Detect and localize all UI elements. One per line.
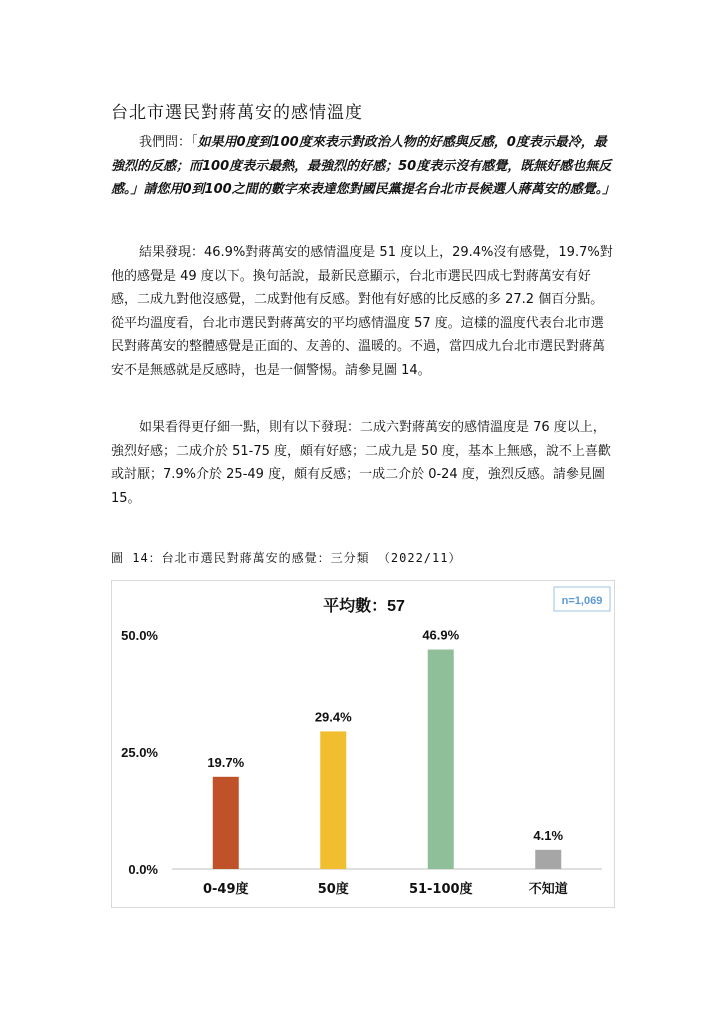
sample-size-note: n=1,069: [561, 595, 603, 607]
bar-value-label: 4.1%: [533, 827, 564, 843]
bar-chart: [112, 581, 616, 909]
y-tick-label: 0.0%: [128, 862, 158, 877]
bar-value-label: 29.4%: [314, 709, 352, 725]
bar-value-label: 46.9%: [422, 627, 460, 643]
x-tick-label: 不知道: [528, 882, 568, 897]
bar: [320, 731, 346, 869]
bar-value-label: 19.7%: [207, 754, 245, 770]
question-paragraph: [111, 131, 616, 202]
bar: [213, 777, 239, 869]
chart-title: 平均數：57: [323, 598, 405, 615]
chart-container: [111, 580, 615, 908]
x-tick-label: 51-100度: [408, 882, 473, 897]
bar: [535, 850, 561, 869]
question-prefix: 我們問：「: [139, 135, 198, 150]
y-tick-label: 25.0%: [121, 745, 158, 760]
detail-paragraph: 如果看得更仔細一點，則有以下發現：二成六對蔣萬安的感情溫度是 76 度以上，強烈好感；二成介於 51-75 度，頗有好感；二成九是 50 度，基本上無感，說不上喜歡或討厭；7.9%介於 25-49 度，頗有反感；一成二介於 0-24 度，強烈反感。請參見圖 15。: [111, 420, 611, 506]
y-tick-label: 50.0%: [121, 628, 158, 643]
question-suffix: 請您用0到100之間的數字來表達您對國民黨提名台北市長候選人蔣萬安的感覺。」: [143, 182, 616, 197]
bar: [428, 650, 454, 869]
figure-caption: 圖 14：台北市選民對蔣萬安的感覺：三分類 （2022/11）: [111, 551, 462, 565]
section-heading: 台北市選民對蔣萬安的感情溫度: [111, 103, 363, 123]
question-emphasis: 如果用0度到100度來表示對政治人物的好感與反感，0度表示最冷，最強烈的反感；而100度表示最熱，最強烈的好感；50度表示沒有感覺，既無好感也無反感。」: [111, 135, 612, 197]
x-tick-label: 50度: [317, 882, 349, 897]
x-tick-label: 0-49度: [202, 882, 249, 897]
results-paragraph: 結果發現：46.9%對蔣萬安的感情溫度是 51 度以上，29.4%沒有感覺，19.7%對他的感覺是 49 度以下。換句話說，最新民意顯示，台北市選民四成七對蔣萬安有好感，二成九對他沒感覺，二成對他有反感。對他有好感的比反感的多 27.2 個百分點。從平均溫度看，台北市選民對蔣萬安的平均感情溫度 57 度。這樣的溫度代表台北市選民對蔣萬安的整體感覺是正面的、友善的、溫暖的。不過，當四成九台北市選民對蔣萬安不是無感就是反感時，也是一個警惕。請參見圖 14。: [111, 245, 613, 378]
